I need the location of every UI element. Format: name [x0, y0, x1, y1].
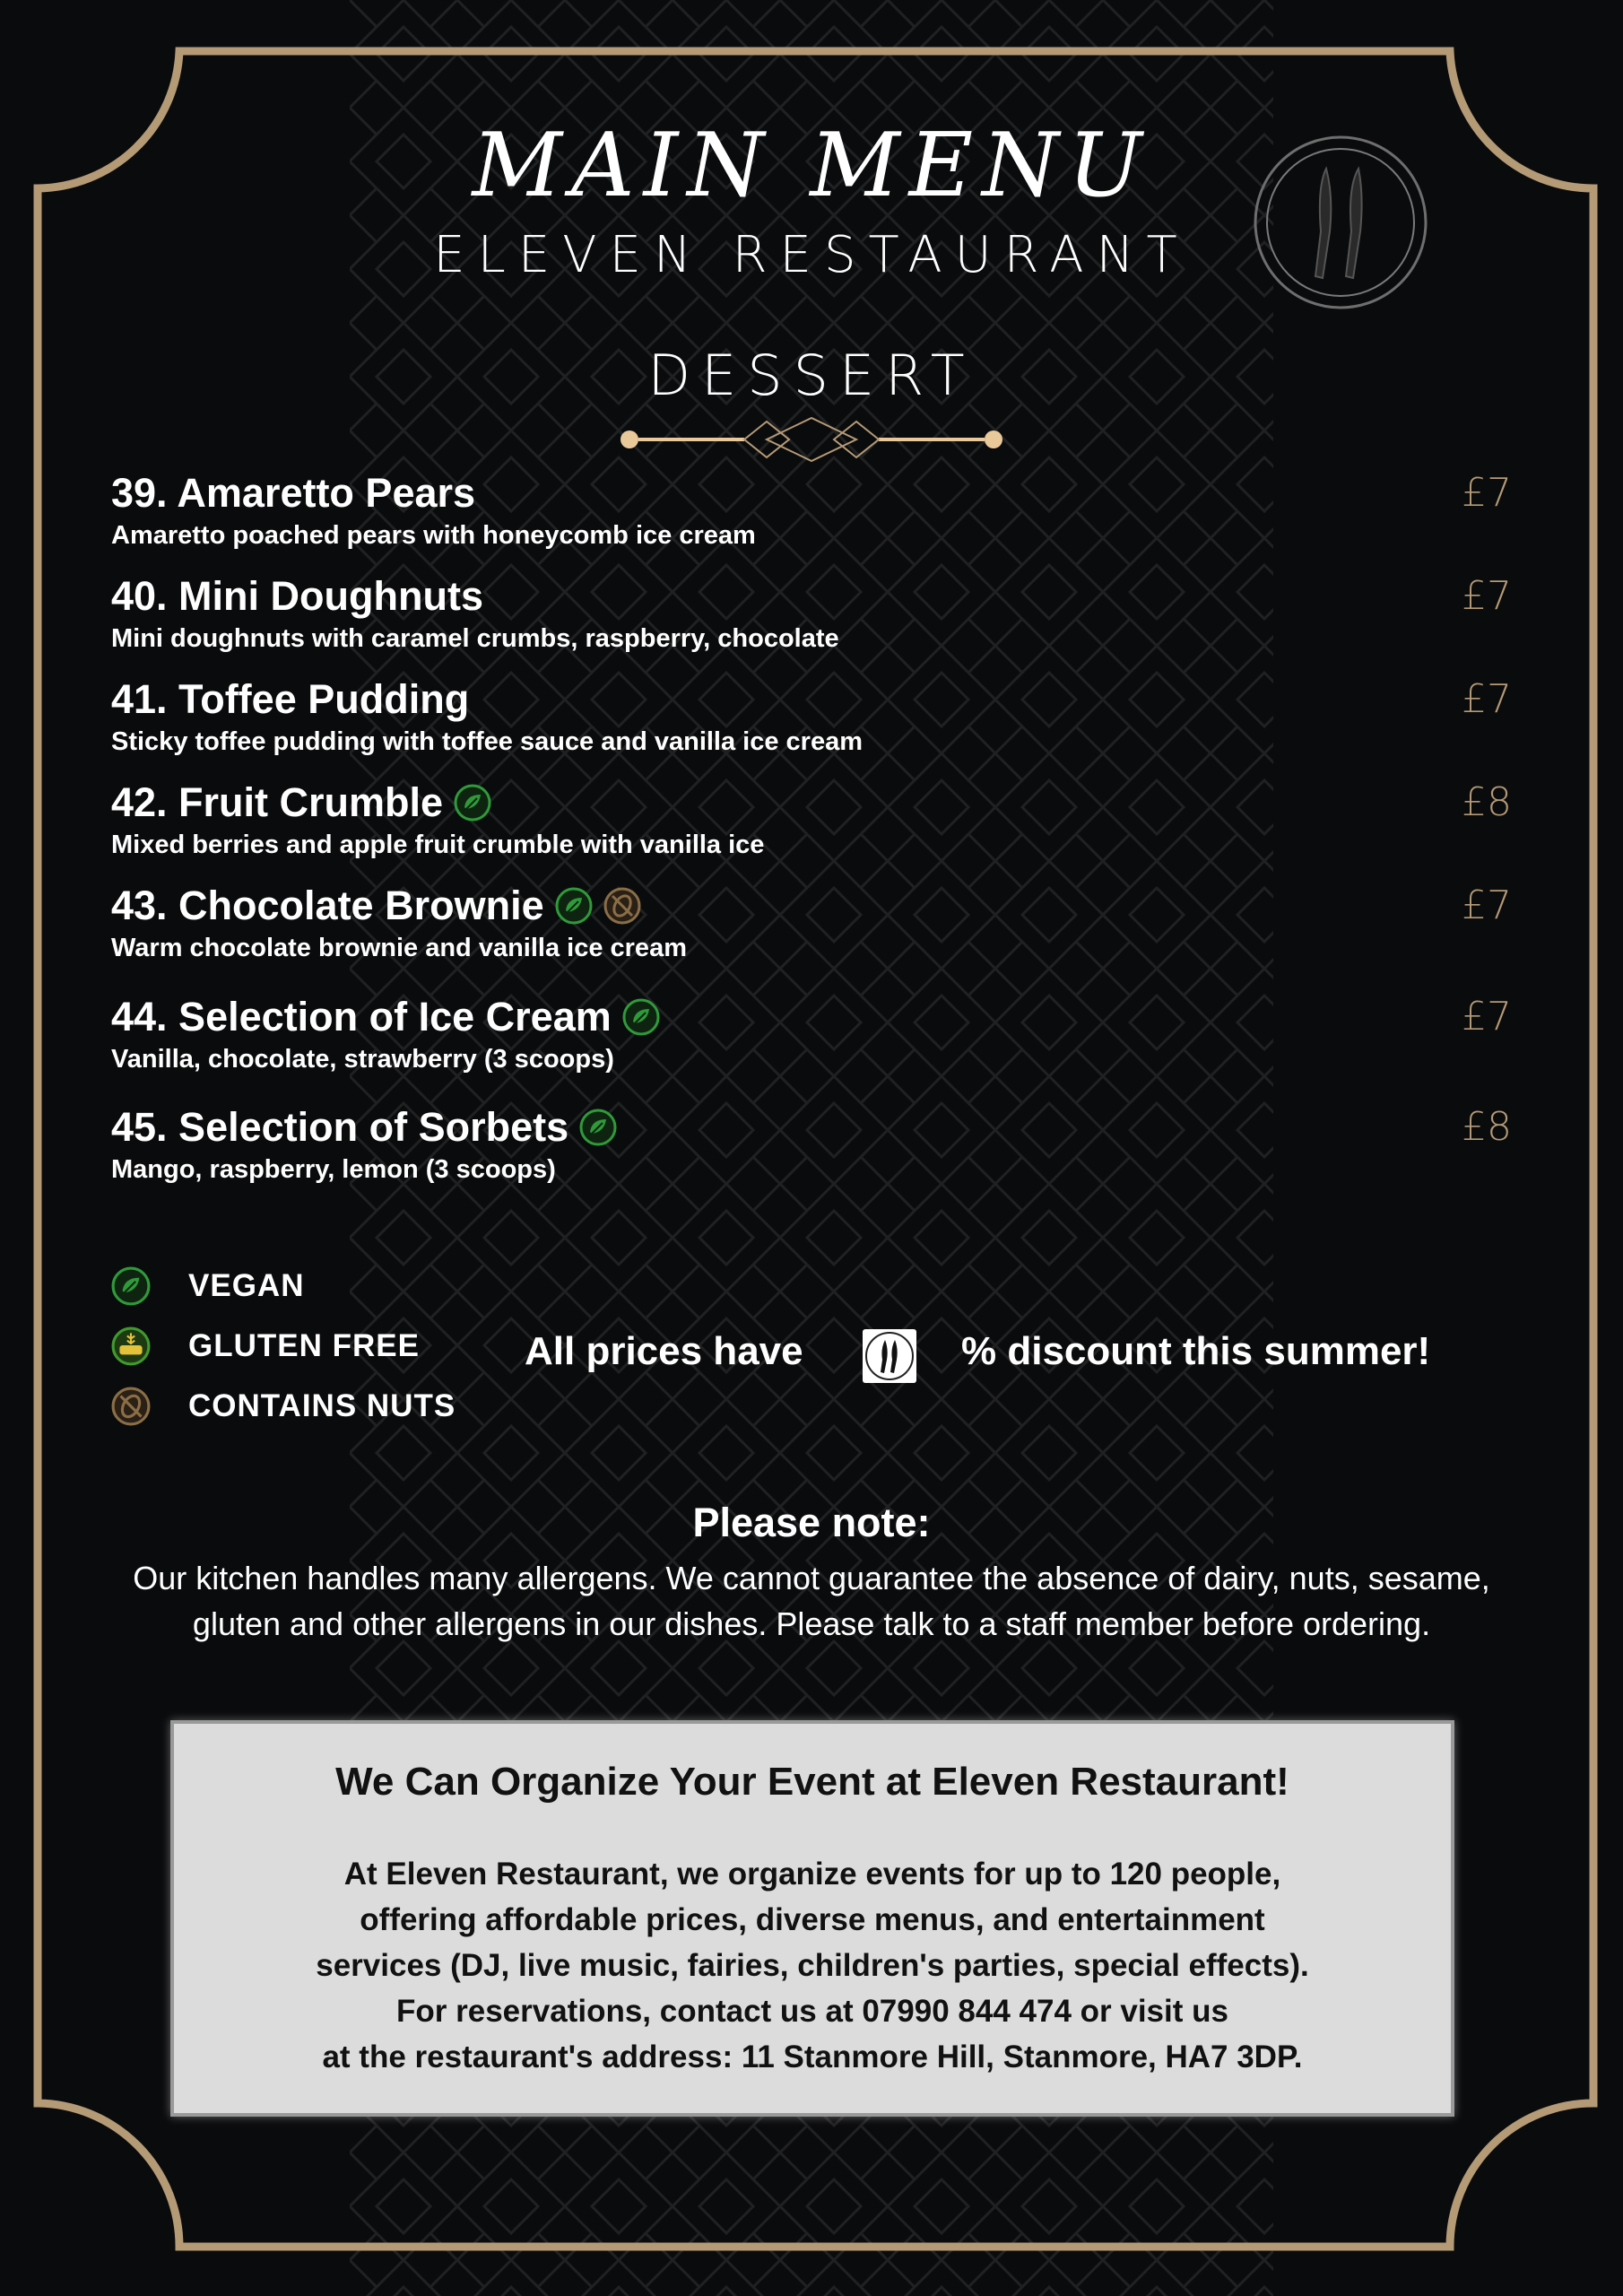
item-name	[111, 778, 1512, 827]
item-name-text: 42. Fruit Crumble	[111, 779, 444, 825]
item-description: Sticky toffee pudding with toffee sauce and vanilla ice cream	[111, 727, 863, 756]
nuts-icon	[111, 1387, 151, 1426]
item-description: Mixed berries and apple fruit crumble with vanilla ice	[111, 831, 765, 859]
event-line: At Eleven Restaurant, we organize events for up to 120 people,	[343, 1857, 1281, 1892]
menu-item	[111, 993, 1512, 1075]
event-title: We Can Organize Your Event at Eleven Restaurant!	[335, 1760, 1289, 1804]
legend-gluten-free	[111, 1326, 420, 1366]
menu-title: MAIN MENU	[472, 115, 1151, 217]
item-name-text: 44. Selection of Ice Cream	[111, 994, 612, 1039]
legend-vegan	[111, 1266, 304, 1306]
legend-label: VEGAN	[188, 1268, 305, 1303]
menu-item	[111, 1103, 1512, 1186]
item-description: Warm chocolate brownie and vanilla ice cream	[111, 934, 687, 962]
item-price: £7	[1462, 676, 1512, 722]
item-price: £7	[1462, 883, 1512, 928]
item-name-text: 43. Chocolate Brownie	[111, 883, 544, 928]
item-name-text: 40. Mini Doughnuts	[111, 573, 483, 619]
section-title: DESSERT	[647, 343, 976, 408]
event-info-box	[170, 1720, 1454, 2117]
vegan-icon	[622, 998, 660, 1036]
event-description	[192, 1851, 1433, 2080]
menu-item	[111, 882, 1512, 964]
item-name-text: 39. Amaretto Pears	[111, 470, 476, 516]
menu-item	[111, 778, 1512, 861]
menu-item	[111, 675, 1512, 758]
item-price: £7	[1462, 470, 1512, 516]
note-title: Please note:	[692, 1500, 931, 1545]
item-price: £7	[1462, 994, 1512, 1039]
legend-label: CONTAINS NUTS	[188, 1388, 456, 1423]
item-name-text: 41. Toffee Pudding	[111, 676, 470, 722]
restaurant-name: ELEVEN RESTAURANT	[433, 226, 1190, 284]
item-price: £8	[1462, 779, 1512, 825]
vegan-icon	[579, 1109, 617, 1146]
item-description: Amaretto poached pears with honeycomb ice cream	[111, 521, 756, 550]
item-name	[111, 993, 1512, 1041]
restaurant-logo-icon	[863, 1329, 916, 1383]
item-name-text: 45. Selection of Sorbets	[111, 1104, 569, 1150]
divider-ornament	[619, 414, 1004, 465]
legend-label: GLUTEN FREE	[188, 1328, 420, 1363]
item-price: £8	[1462, 1104, 1512, 1150]
item-name	[111, 572, 1512, 621]
menu-item	[111, 469, 1512, 552]
nuts-icon	[603, 887, 641, 925]
gluten-free-icon	[111, 1326, 151, 1366]
event-line: offering affordable prices, diverse menus, and entertainment	[360, 1902, 1265, 1937]
event-line: at the restaurant's address: 11 Stanmore Hill, Stanmore, HA7 3DP.	[322, 2039, 1303, 2074]
menu-item	[111, 572, 1512, 655]
event-line: services (DJ, live music, fairies, children's parties, special effects).	[316, 1948, 1309, 1983]
promo-text-end: % discount this summer!	[961, 1329, 1431, 1373]
item-name	[111, 675, 1512, 724]
promo-text-start: All prices have	[525, 1329, 803, 1373]
item-name	[111, 1103, 1512, 1152]
vegan-icon	[111, 1266, 151, 1306]
item-description: Mini doughnuts with caramel crumbs, raspberry, chocolate	[111, 624, 839, 653]
item-name	[111, 469, 1512, 517]
item-name	[111, 882, 1512, 930]
item-description: Vanilla, chocolate, strawberry (3 scoops)	[111, 1045, 614, 1074]
legend-contains-nuts	[111, 1387, 456, 1426]
item-price: £7	[1462, 573, 1512, 619]
vegan-icon	[454, 784, 491, 822]
vegan-icon	[555, 887, 593, 925]
event-line: For reservations, contact us at 07990 844 474 or visit us	[396, 1994, 1228, 2029]
allergen-note: Our kitchen handles many allergens. We cannot guarantee the absence of dairy, nuts, sesame, gluten and other allergens in our dishes. Please talk to a staff member before ordering.	[133, 1560, 1490, 1642]
item-description: Mango, raspberry, lemon (3 scoops)	[111, 1155, 556, 1184]
